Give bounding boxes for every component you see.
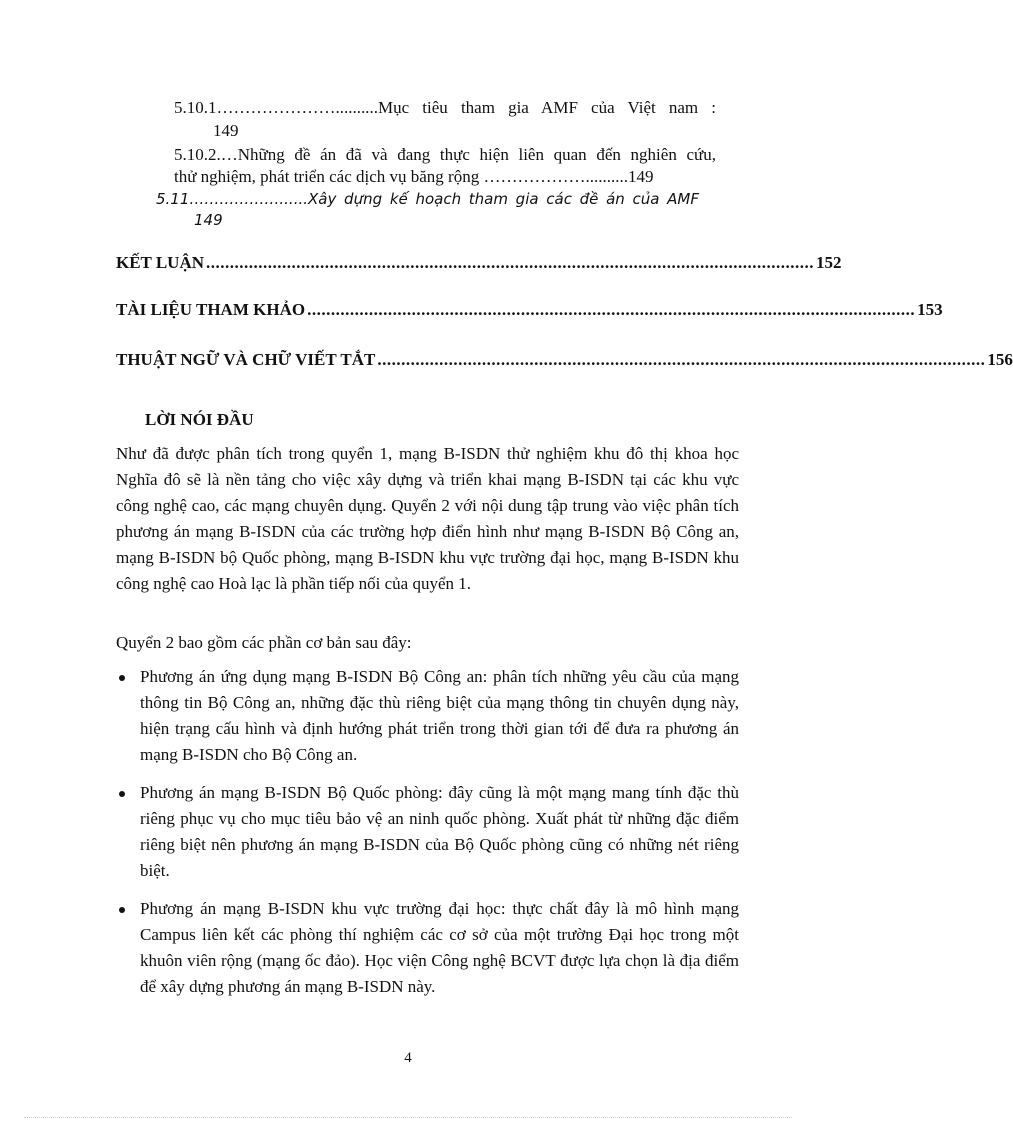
toc-page-number: 149 [194,211,223,229]
toc-item-5-10-2[interactable] [174,144,716,166]
toc-item-5-11[interactable] [156,188,699,210]
list-item-text: Phương án mạng B-ISDN Bộ Quốc phòng: đây cũng là một mạng mang tính đặc thù riêng phục vụ cho mục tiêu bảo vệ an ninh quốc phòng. Xuất phát từ những đặc điểm riêng biệt nên phương án mạng B-ISDN của Bộ Quốc phòng cũng có những nét riêng biệt. [140,783,739,880]
toc-page-number: 152 [816,253,842,272]
toc-page-number: 153 [917,300,943,319]
toc-item-5-10-2-cont [174,166,653,188]
toc-leader-dots: ................................................................................................................................ [377,350,986,369]
toc-item-5-10-1-page [213,120,239,142]
bullet-icon [119,907,125,913]
preface-bullet-list [116,664,739,1012]
toc-item-text: 5.11………………......Xây dựng kế hoạch tham gia các đề án của AMF [156,190,699,208]
toc-page-number: 149 [213,121,239,140]
toc-item-5-11-page [194,209,223,231]
list-item [116,780,739,884]
list-item [116,896,739,1000]
list-item-text: Phương án mạng B-ISDN khu vực trường đại học: thực chất đây là mô hình mạng Campus liên kết các phòng thí nghiệm các cơ sở của một trường Đại học trong một khuôn viên rộng (mạng ốc đảo). Học viện Công nghệ BCVT được lựa chọn là địa điểm để xây dựng phương án mạng B-ISDN này. [140,899,739,996]
toc-item-tai-lieu-tham-khao[interactable] [116,300,943,320]
page-number: 4 [404,1050,412,1066]
toc-item-text: 5.10.2.…Những đề án đã và đang thực hiện liên quan đến nghiên cứu, [174,145,716,164]
bullet-icon [119,675,125,681]
toc-item-title: KẾT LUẬN [116,253,205,272]
page-divider [24,1117,792,1118]
list-item-text: Phương án ứng dụng mạng B-ISDN Bộ Công an: phân tích những yêu cầu của mạng thông tin Bộ Công an, những đặc thù riêng biệt của mạng thông tin chuyên dụng này, hiện trạng cấu hình và định hướng phát triển trong thời gian tới để đưa ra phương án mạng B-ISDN cho Bộ Công an. [140,667,739,764]
toc-leader-dots: ................................................................................................................................ [307,300,916,319]
list-item [116,664,739,768]
preface-intro-paragraph: Như đã được phân tích trong quyển 1, mạng B-ISDN thử nghiệm khu đô thị khoa học Nghĩa đô sẽ là nền tảng cho việc xây dựng và triển khai mạng B-ISDN tại các khu vực công nghệ cao, các mạng chuyên dụng. Quyển 2 với nội dung tập trung vào việc phân tích phương án mạng B-ISDN của các trường hợp điển hình như mạng B-ISDN Bộ Công an, mạng B-ISDN bộ Quốc phòng, mạng B-ISDN khu vực trường đại học, mạng B-ISDN khu công nghệ cao Hoà lạc là phần tiếp nối của quyển 1. [116,444,739,593]
toc-leader-dots: ................................................................................................................................ [206,253,815,272]
toc-item-5-10-1[interactable] [174,97,716,119]
section-heading: LỜI NÓI ĐẦU [145,410,254,429]
preface-lead-paragraph: Quyển 2 bao gồm các phần cơ bản sau đây: [116,633,412,652]
toc-item-ket-luan[interactable] [116,253,842,273]
bullet-icon [119,791,125,797]
toc-item-text: 5.10.1…………………..........Mục tiêu tham gia AMF của Việt nam : [174,98,716,117]
toc-page-number: 156 [987,350,1013,369]
toc-item-thuat-ngu[interactable] [116,350,1013,370]
toc-item-title: THUẬT NGỮ VÀ CHỮ VIẾT TẮT [116,350,376,369]
toc-item-text: thử nghiệm, phát triển các dịch vụ băng rộng ………………..........149 [174,167,654,186]
toc-item-title: TÀI LIỆU THAM KHẢO [116,300,306,319]
